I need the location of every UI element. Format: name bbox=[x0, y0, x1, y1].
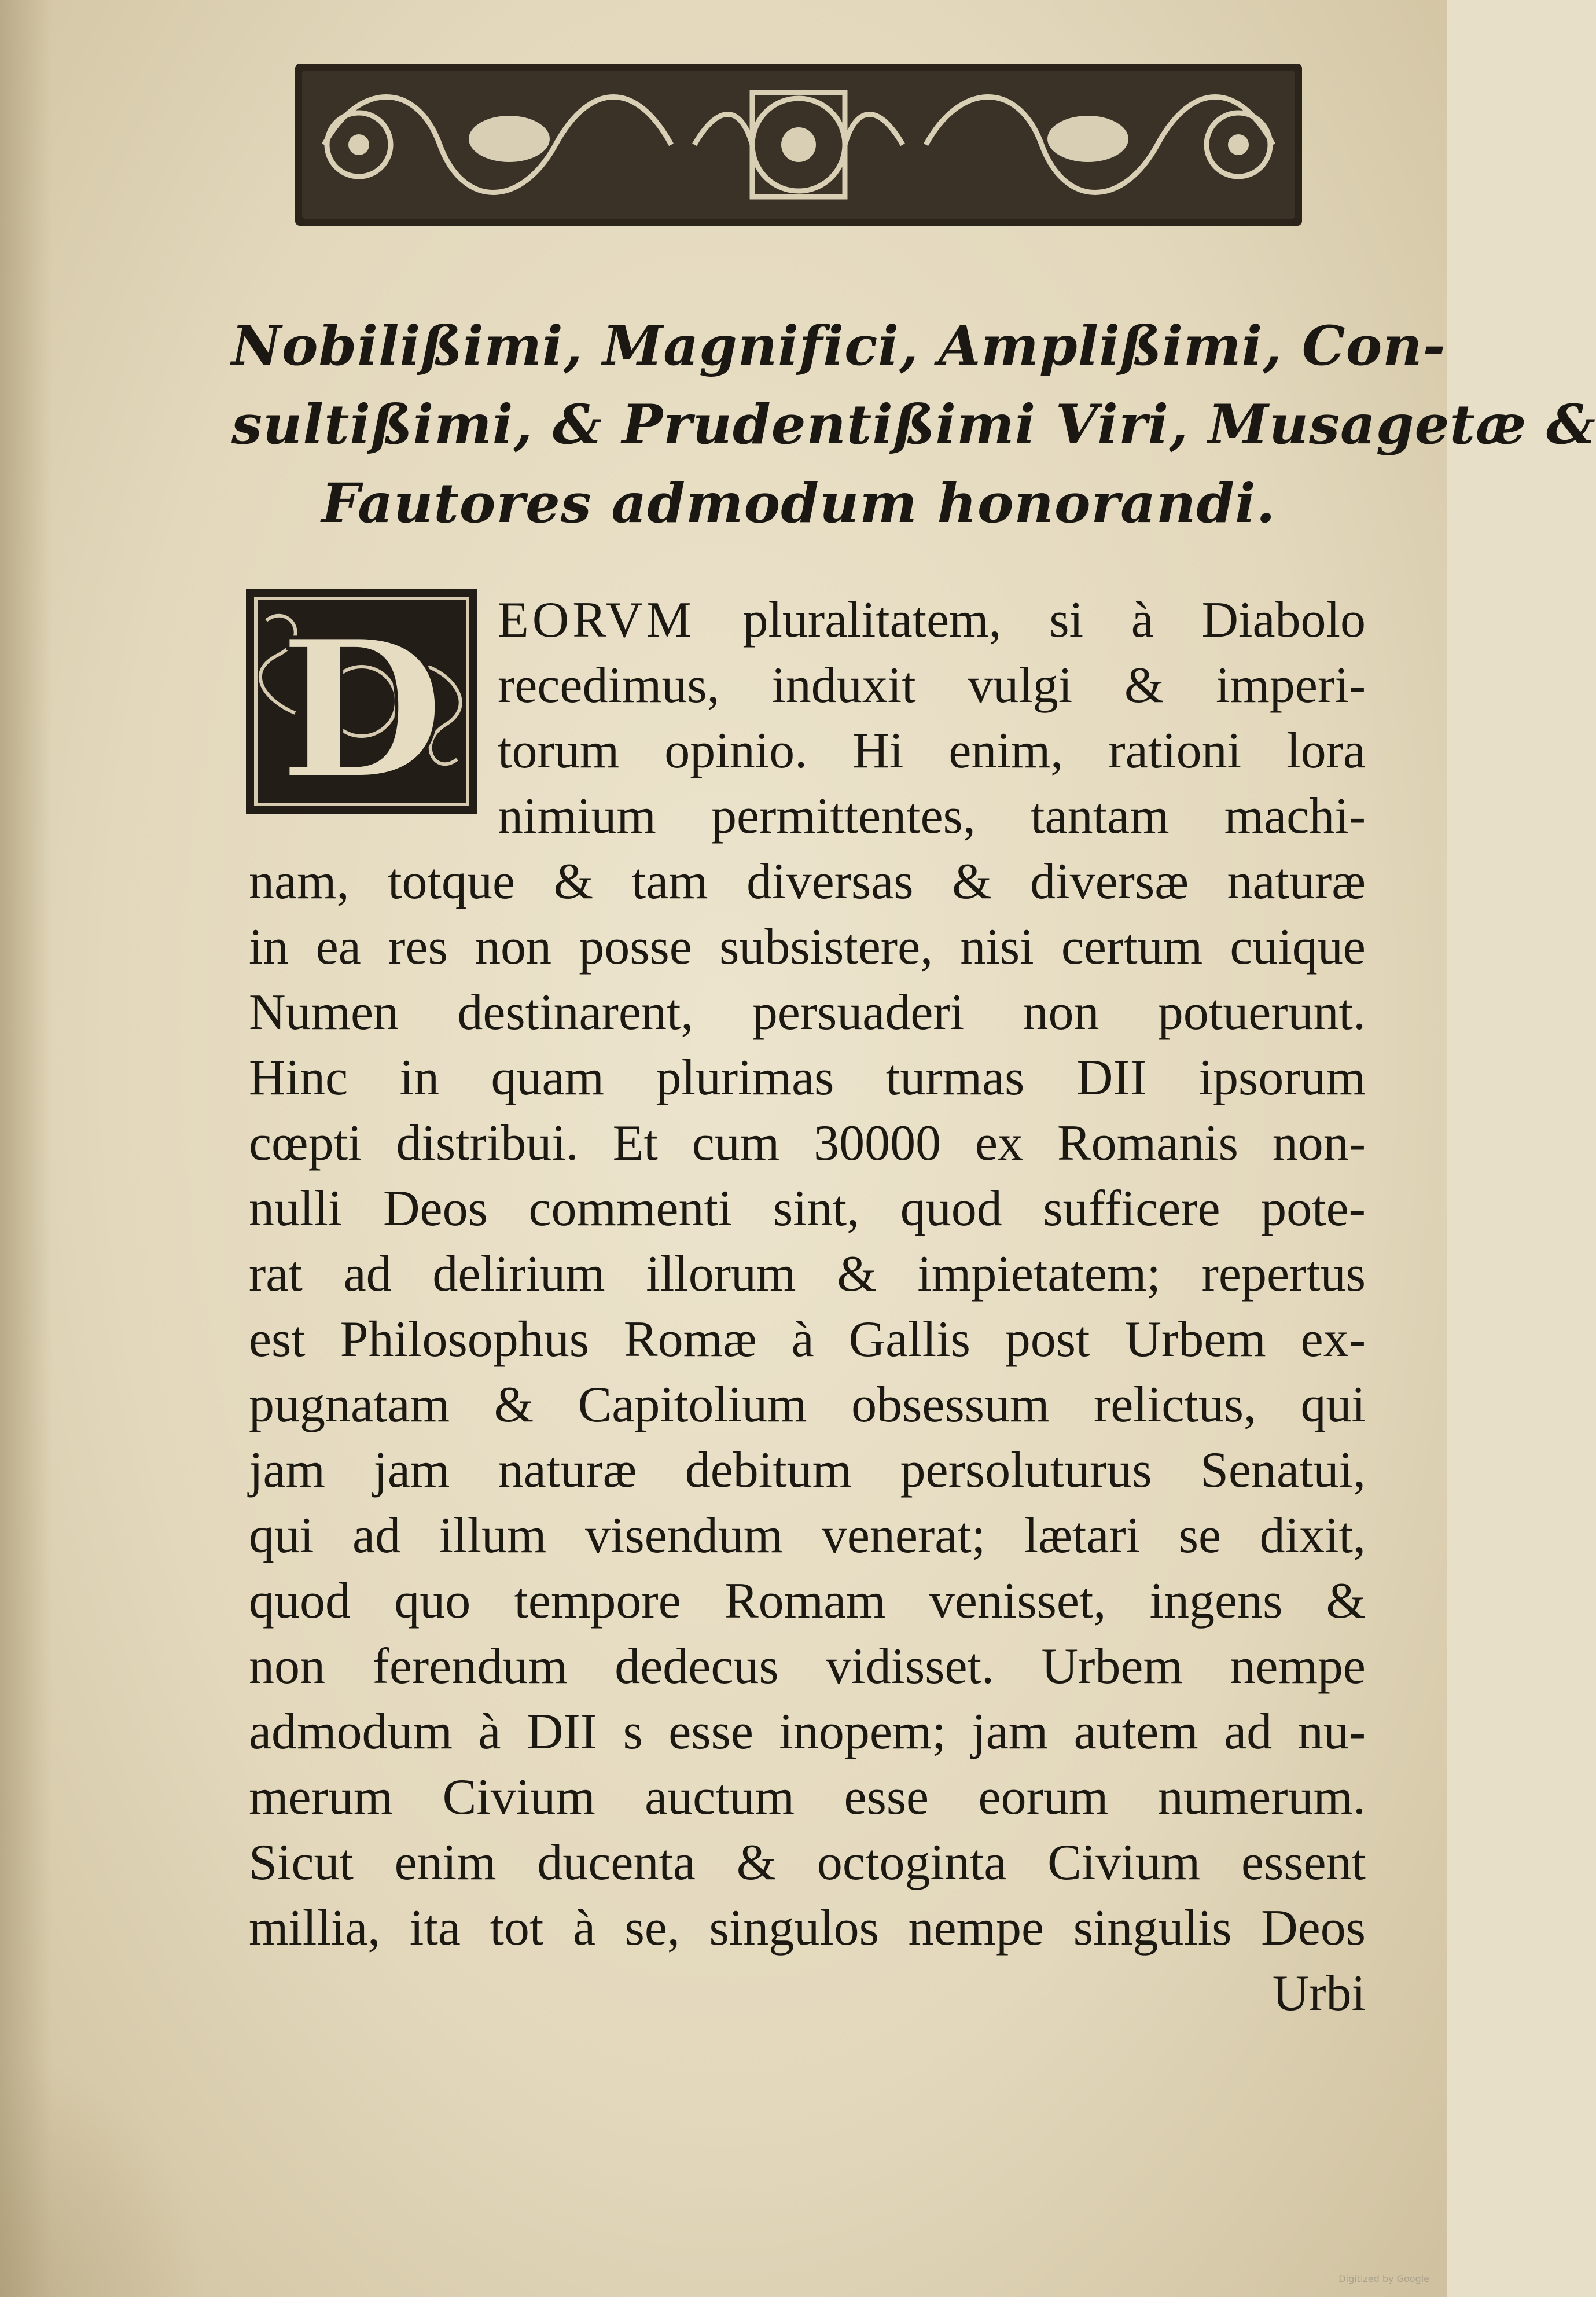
heading-line: sultißimi, & Prudentißimi Viri, Musagetæ & bbox=[231, 393, 1596, 457]
text-line: quod quo tempore Romam venisset, ingens & bbox=[249, 1573, 1366, 1629]
text-line: recedimus, induxit vulgi & imperi- bbox=[498, 657, 1366, 714]
text-line: nulli Deos commenti sint, quod sufficere pote- bbox=[249, 1181, 1366, 1237]
text-line: torum opinio. Hi enim, rationi lora bbox=[498, 723, 1366, 779]
text-line: rat ad delirium illorum & impietatem; repertus bbox=[249, 1246, 1366, 1302]
page-gutter-shadow bbox=[0, 0, 52, 2297]
first-line-rest: pluralitatem, si à Diabolo bbox=[694, 592, 1366, 648]
text-line: admodum à DII s esse inopem; jam autem ad nu- bbox=[249, 1704, 1366, 1760]
text-line: non ferendum dedecus vidisset. Urbem nempe bbox=[249, 1638, 1366, 1695]
paper-stain bbox=[0, 2055, 208, 2297]
text-line: Sicut enim ducenta & octoginta Civium essent bbox=[249, 1835, 1366, 1891]
text-line: pugnatam & Capitolium obsessum relictus, qui bbox=[249, 1377, 1366, 1433]
heading-line: Nobilißimi, Magnifici, Amplißimi, Con- bbox=[231, 314, 1446, 378]
text-line: Hinc in quam plurimas turmas DII ipsorum bbox=[249, 1050, 1366, 1106]
text-line: millia, ita tot à se, singulos nempe singulis Deos bbox=[249, 1900, 1366, 1956]
text-line: qui ad illum visendum venerat; lætari se dixit, bbox=[249, 1508, 1366, 1564]
text-line: jam jam naturæ debitum persoluturus Senatui, bbox=[249, 1442, 1366, 1498]
text-line: nam, totque & tam diversas & diversæ naturæ bbox=[249, 854, 1366, 910]
dedication-heading bbox=[231, 307, 1596, 543]
text-line bbox=[249, 587, 1366, 653]
ornament-icon bbox=[289, 58, 1308, 231]
body-text bbox=[249, 587, 1366, 2026]
text-line: nimium permittentes, tantam machi- bbox=[498, 788, 1366, 844]
ornamental-headpiece bbox=[289, 58, 1308, 231]
text-line: cœpti distribui. Et cum 30000 ex Romanis non- bbox=[249, 1115, 1366, 1171]
catchword: Urbi bbox=[1272, 1965, 1366, 2022]
text-line: in ea res non posse subsistere, nisi certum cuique bbox=[249, 919, 1366, 975]
text-line: merum Civium auctum esse eorum numerum. bbox=[249, 1769, 1366, 1825]
first-word-smallcaps: EORVM bbox=[498, 592, 695, 648]
initial-letter: D bbox=[278, 597, 445, 822]
digitized-watermark: Digitized by Google bbox=[1338, 2273, 1429, 2284]
text-line: est Philosophus Romæ à Gallis post Urbem ex- bbox=[249, 1311, 1366, 1368]
text-line: Numen destinarent, persuaderi non potuerunt. bbox=[249, 984, 1366, 1041]
heading-line: Fautores admodum honorandi. bbox=[321, 472, 1276, 535]
